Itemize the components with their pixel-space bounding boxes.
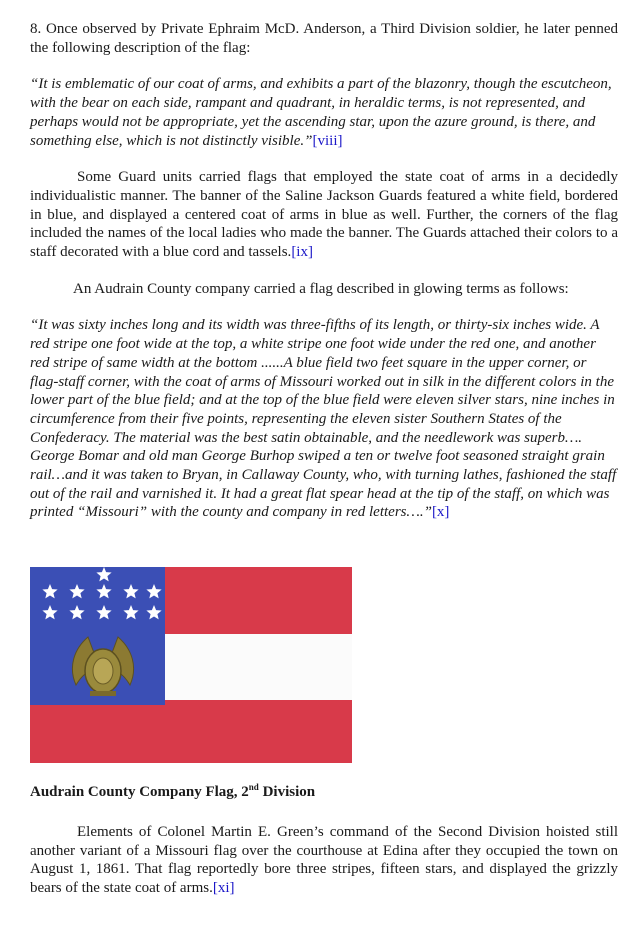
footnote-link-ix[interactable]: [ix] xyxy=(291,244,313,261)
paragraph-guard-units xyxy=(30,168,618,262)
quote-anderson-text: “It is emblematic of our coat of arms, and exhibits a part of the blazonry, though the escutcheon, with the bear on each side, rampant and quadrant, in heraldic terms, is not represented, and perhaps would not be appropriate, yet the ascending star, upon the azure ground, is there, and something else, which is not distinctly visible.” xyxy=(30,76,612,149)
flag-caption xyxy=(30,783,315,802)
paragraph-green-command xyxy=(30,823,618,898)
audrain-county-flag-image xyxy=(30,567,352,763)
footnote-link-viii[interactable]: [viii] xyxy=(312,132,343,149)
quote-audrain-flag xyxy=(30,316,618,522)
flag-caption-ordinal: nd xyxy=(248,782,259,792)
document-page xyxy=(30,20,618,897)
coat-of-arms-base xyxy=(90,691,116,696)
quote-audrain-flag-text: “It was sixty inches long and its width was three-fifths of its length, or thirty-six inches wide. A red stripe one foot wide at the top, a white stripe one foot wide under the red one, and another red stripe of same width at the bottom ......A blue field two feet square in the upper corner, or flag-staff corner, with the coat of arms of Missouri worked out in silk in the different colors in the lower part of the blue field; and at the top of the blue field were eleven silver stars, nine inches in circumference from their five points, representing the eleven sister Southern States of the Confederacy. The material was the best satin obtainable, and the needlework was superb…. George Bomar and old man George Burhop swiped a ten or twelve foot seasoned straight grain rail…and it was taken to Bryan, in Callaway County, who, with turning lathes, fashioned the staff out of the rail and varnished it. It had a great flat spear head at the tip of the staff, on which was printed “Missouri” with the county and company in red letters….” xyxy=(30,317,617,521)
paragraph-audrain-intro: An Audrain County company carried a flag described in glowing terms as follows: xyxy=(73,280,569,297)
flag-caption-main: Audrain County Company Flag, 2 xyxy=(30,784,249,800)
paragraph-guard-units-text: Some Guard units carried flags that employed the state coat of arms in a decidedly individualistic manner. The banner of the Saline Jackson Guards featured a white field, bordered in blue, and displayed a centered coat of arms in blue as well. Further, the corners of the flag included the names of the local ladies who made the banner. The Guards attached their colors to a staff decorated with a blue cord and tassels. xyxy=(30,169,618,261)
footnote-link-x[interactable]: [x] xyxy=(431,504,450,521)
paragraph-anderson-intro: 8. Once observed by Private Ephraim McD. Anderson, a Third Division soldier, he later penned the following description of the flag: xyxy=(30,21,618,56)
footnote-link-xi[interactable]: [xi] xyxy=(212,880,235,897)
quote-anderson xyxy=(30,75,618,150)
flag-caption-tail: Division xyxy=(258,784,316,800)
coat-of-arms-shield-center xyxy=(93,658,113,684)
paragraph-green-command-text: Elements of Colonel Martin E. Green’s command of the Second Division hoisted still another variant of a Missouri flag over the courthouse at Edina after they occupied the town on August 1, 1861. That flag reportedly bore three stripes, fifteen stars, and displayed the grizzly bears of the state coat of arms. xyxy=(30,824,618,897)
